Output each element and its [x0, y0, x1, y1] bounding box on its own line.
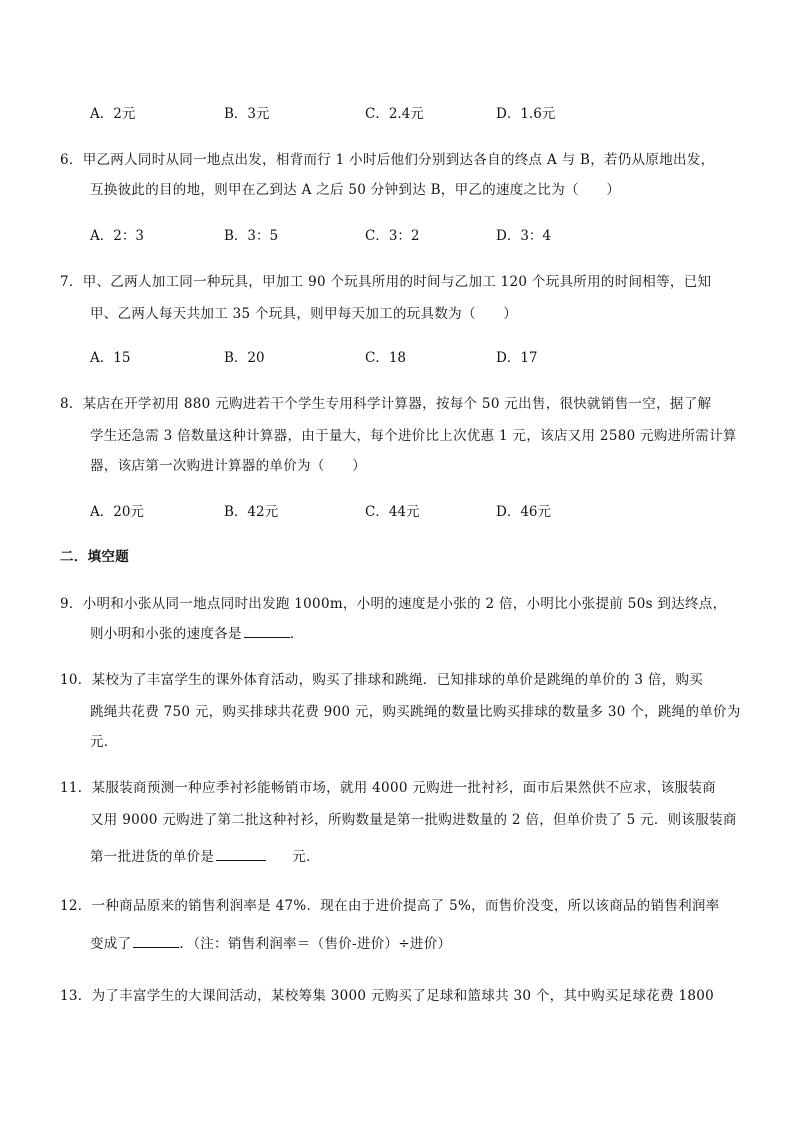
q13-line-1: 13．为了丰富学生的大课间活动，某校筹集 3000 元购买了足球和篮球共 30 个，其中购买足球花费 1800 [60, 988, 715, 1004]
q6-option-c: C．3：2 [365, 228, 420, 244]
q10-line-2: 跳绳共花费 750 元，购买排球共花费 900 元，购买跳绳的数量比购买排球的数量多 30 个，跳绳的单价为 [90, 704, 741, 720]
q7-option-d: D．17 [496, 350, 538, 366]
q6-option-d: D．3：4 [496, 228, 552, 244]
q5-option-c: C．2.4元 [365, 106, 424, 122]
q10-line-3: 元． [90, 734, 118, 750]
q12-line-2 [90, 932, 451, 952]
q5-option-b: B．3元 [224, 106, 270, 122]
q9-line-2 [90, 622, 304, 642]
q7-option-a: A．15 [90, 350, 131, 366]
q8-option-c: C．44元 [365, 504, 420, 520]
q6-option-a: A．2：3 [90, 228, 144, 244]
q9-line-2-end: ． [289, 626, 304, 642]
q8-option-d: D．46元 [496, 504, 552, 520]
q11-line-3-end: 元． [292, 849, 320, 865]
q11-line-3-text: 第一批进货的单价是 [90, 849, 215, 865]
q12-answer-blank[interactable] [133, 935, 179, 948]
q8-option-b: B．42元 [224, 504, 279, 520]
q6-line-2: 互换彼此的目的地，则甲在乙到达 A 之后 50 分钟到达 B，甲乙的速度之比为（ ） [90, 182, 621, 198]
section-heading-fill-in: 二．填空题 [60, 549, 129, 565]
q8-option-a: A．20元 [90, 504, 144, 520]
q12-line-1: 12．一种商品原来的销售利润率是 47%．现在由于进价提高了 5%，而售价没变，所以该商品的销售利润率 [60, 898, 720, 914]
q11-answer-blank[interactable] [216, 848, 266, 861]
q11-line-3 [90, 845, 320, 865]
q8-line-1: 8．某店在开学初用 880 元购进若干个学生专用科学计算器，按每个 50 元出售，很快就销售一空，据了解 [60, 396, 712, 412]
q5-option-d: D．1.6元 [496, 106, 556, 122]
q11-line-1: 11．某服装商预测一种应季衬衫能畅销市场，就用 4000 元购进一批衬衫，面市后果然供不应求，该服装商 [60, 780, 716, 796]
q12-line-2-text: 变成了 [90, 936, 132, 952]
q7-option-c: C．18 [365, 350, 407, 366]
q7-option-b: B．20 [224, 350, 265, 366]
q9-line-1: 9．小明和小张从同一地点同时出发跑 1000m，小明的速度是小张的 2 倍，小明比小张提前 50s 到达终点， [60, 596, 727, 612]
q6-line-1: 6．甲乙两人同时从同一地点出发，相背而行 1 小时后他们分别到达各自的终点 A 与 B，若仍从原地出发， [60, 152, 715, 168]
q5-option-a: A．2元 [90, 106, 136, 122]
q10-line-1: 10．某校为了丰富学生的课外体育活动，购买了排球和跳绳．已知排球的单价是跳绳的单价的 3 倍，购买 [60, 672, 704, 688]
q8-line-3: 器，该店第一次购进计算器的单价为（ ） [90, 458, 366, 474]
q12-line-2-end: ．（注：销售利润率＝（售价-进价）÷进价） [179, 936, 452, 952]
q9-line-2-text: 则小明和小张的速度各是 [90, 626, 242, 642]
q6-option-b: B．3：5 [224, 228, 279, 244]
q8-line-2: 学生还急需 3 倍数量这种计算器，由于量大，每个进价比上次优惠 1 元，该店又用 2580 元购进所需计算 [90, 428, 737, 444]
q7-line-2: 甲、乙两人每天共加工 35 个玩具，则甲每天加工的玩具数为（ ） [90, 306, 518, 322]
q7-line-1: 7．甲、乙两人加工同一种玩具，甲加工 90 个玩具所用的时间与乙加工 120 个玩具所用的时间相等，已知 [60, 274, 712, 290]
q9-answer-blank[interactable] [244, 625, 290, 638]
q11-line-2: 又用 9000 元购进了第二批这种衬衫，所购数量是第一批购进数量的 2 倍，但单价贵了 5 元．则该服装商 [90, 812, 737, 828]
